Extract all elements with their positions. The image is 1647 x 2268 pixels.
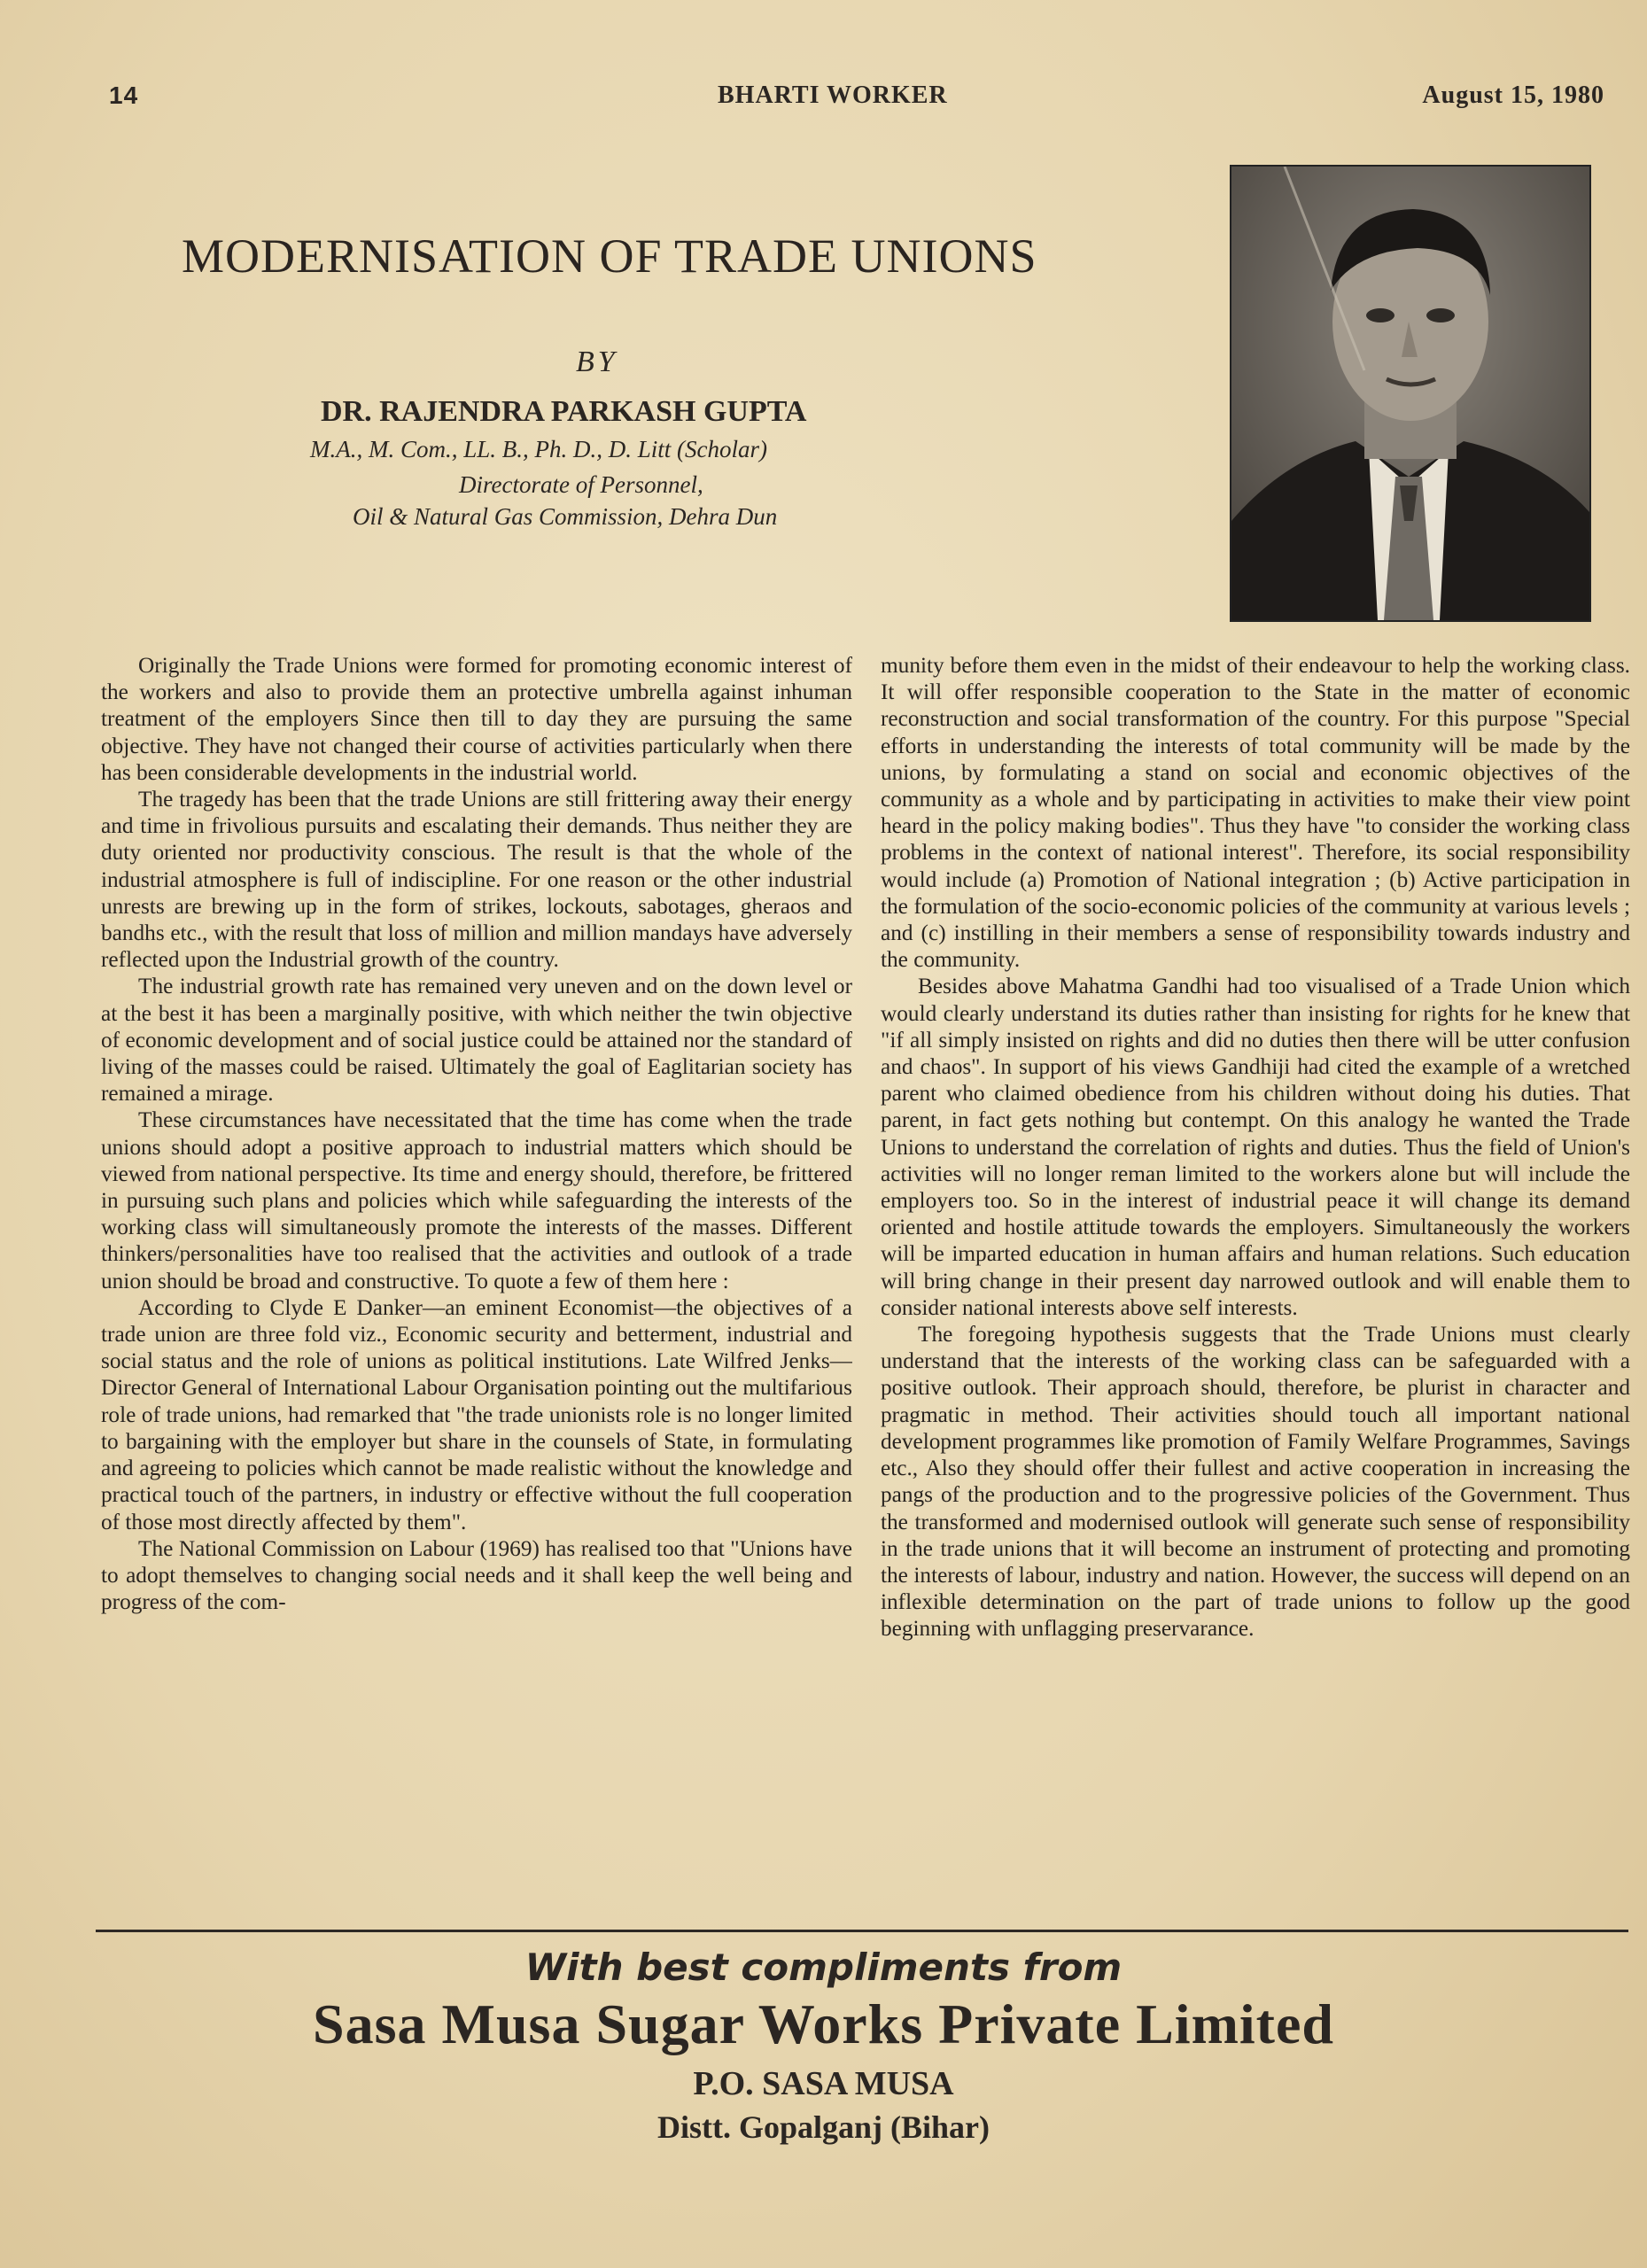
article-paragraph: Besides above Mahatma Gandhi had too visualised of a Trade Union which would clearly understand its duties rather than insisting for rights for he knew that "if all simply insisted on rights and did no duties then there will be utter confusion and chaos". In support of his views Gandhiji had cited the example of a wretched parent who claimed obedience from his children without doing his duties. That parent, in fact gets nothing but contempt. On this analogy he wanted the Trade Unions to understand the correlation of rights and duties. Thus the field of Union's activities will no longer reman limited to the workers alone but will include the employers too. So in the interest of industrial peace it will change its demand oriented and hostile attitude towards the employers. Simultaneously the workers will be imparted education in human affairs and human relations. Such education will bring change in their present day narrowed outlook and will enable them to consider national interests above self interests. (881, 974, 1630, 1320)
article-column-right (881, 652, 1630, 1922)
ad-compliments: With best compliments from (524, 1946, 1123, 1989)
article-column-left (101, 652, 852, 1922)
ad-address: P.O. SASA MUSA (693, 2065, 954, 2102)
page-number: 14 (109, 82, 139, 109)
article-paragraph: The tragedy has been that the trade Unions are still frittering away their energy and time in frivolious pursuits and escalating their demands. Thus neither they are duty oriented nor productivity conscious. The result is that the whole of the industrial atmosphere is full of indiscipline. For one reason or the other industrial unrests are brewing up in the form of strikes, lockouts, sabotages, gheraos and bandhs etc., with the result that loss of million and million mandays have adversely reflected upon the Industrial growth of the country. (101, 787, 852, 973)
article-paragraph: The industrial growth rate has remained very uneven and on the down level or at the best it has been a marginally positive, with which neither the twin objective of economic development and of social justice could be attained nor the standard of living of the masses could be raised. Ultimately the goal of Eaglitarian society has remained a mirage. (101, 974, 852, 1107)
ad-district: Distt. Gopalganj (Bihar) (656, 2109, 990, 2145)
issue-date: August 15, 1980 (1422, 82, 1604, 109)
article-paragraph: Originally the Trade Unions were formed for promoting economic interest of the workers and also to provide them an protective umbrella against inhuman treatment of the employers Since then till to day they are pursuing the same objective. They have not changed their course of activities particularly when there has been considerable developments in the industrial world. (101, 653, 852, 785)
article-paragraph: The foregoing hypothesis suggests that the Trade Unions must clearly understand that the interests of the working class can be safeguarded with a positive outlook. Their approach should, therefore, be plurist in character and pragmatic in method. Their activities should touch all important national development programmes like promotion of Family Welfare Programmes, Savings etc., Also they should offer their fullest and active cooperation in increasing the pangs of the production and to the progressive policies of the Government. Thus the transformed and modernised outlook will generate such sense of responsibility in the trade unions that it will become an instrument of protecting and promoting the interests of labour, industry and nation. However, the success will depend on an inflexible determination on the part of trade unions to follow up the good beginning with unflagging preservarance. (881, 1322, 1630, 1642)
byline-by: BY (576, 346, 618, 378)
article-paragraph: munity before them even in the midst of their endeavour to help the working class. It will offer responsible cooperation to the State in the matter of economic reconstruction and social transformation of the country. For this purpose "Special efforts in understanding the interests of total community will be made by the unions, by formulating a stand on social and economic objectives of the community as a whole and by participating in activities to make their view point heard in the policy making bodies". Thus they have "to consider the working class problems in the context of national interest". Therefore, its social responsibility would include (a) Promotion of National integration ; (b) Active participation in the formulation of the socio-economic policies of the community at various levels ; and (c) instilling in their members a sense of responsibility towards industry and the community. (881, 653, 1630, 973)
ad-company-name: Sasa Musa Sugar Works Private Limited (313, 1992, 1334, 2055)
author-name: DR. RAJENDRA PARKASH GUPTA (321, 395, 807, 428)
author-degrees: M.A., M. Com., LL. B., Ph. D., D. Litt (Scholar) (310, 436, 767, 462)
author-department: Directorate of Personnel, (459, 471, 703, 498)
article-title: MODERNISATION OF TRADE UNIONS (182, 229, 1037, 283)
article-paragraph: The National Commission on Labour (1969) has realised too that "Unions have to adopt themselves to changing social needs and it shall keep the well being and progress of the com- (101, 1535, 852, 1615)
article-paragraph: According to Clyde E Danker—an eminent Economist—the objectives of a trade union are three fold viz., Economic security and betterment, industrial and social status and the role of unions as political institutions. Late Wilfred Jenks—Director General of International Labour Organisation pointing out the multifarious role of trade unions, had remarked that "the trade unionists role is no longer limited to bargaining with the employer but share in the counsels of State, in formulating and agreeing to policies which cannot be made realistic without the knowledge and practical touch of the partners, in industry or effective without the full cooperation of those most directly affected by them". (101, 1294, 852, 1534)
portrait-image (1231, 167, 1589, 620)
article-paragraph: These circumstances have necessitated that the time has come when the trade unions should adopt a positive approach to industrial matters which should be viewed from national perspective. Its time and energy should, therefore, be frittered in pursuing such plans and policies which while safeguarding the interests of the working class will simultaneously promote the interests of the masses. Different thinkers/personalities have too realised that the activities and outlook of a trade union should be broad and constructive. To quote a few of them here : (101, 1107, 852, 1293)
divider-rule (96, 1930, 1628, 1932)
publication-name: BHARTI WORKER (718, 82, 948, 109)
author-photo (1230, 165, 1591, 622)
author-organisation: Oil & Natural Gas Commission, Dehra Dun (353, 503, 778, 530)
